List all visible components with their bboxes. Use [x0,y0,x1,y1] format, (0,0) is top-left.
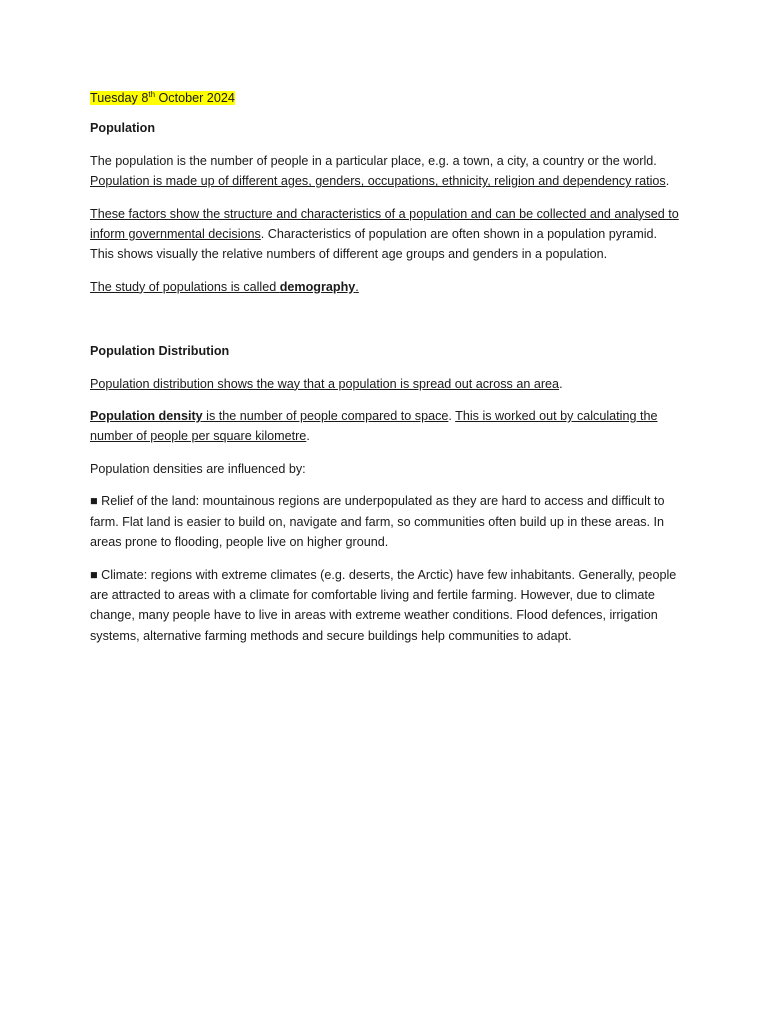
paragraph-population-definition: The population is the number of people in a particular place, e.g. a town, a city, a country or the world. Population is made up of different ages, genders, occupations, ethnicity, religion and dependency ratios. [90,153,670,189]
underlined-text: Population distribution shows the way that a population is spread out across an area [90,376,560,391]
section-spacer [90,309,680,341]
paragraph-distribution-definition: Population distribution shows the way that a population is spread out across an area. [90,376,563,391]
document-page [90,88,680,658]
paragraph-text: The population is the number of people in a particular place, e.g. a town, a city, a country or the world. [90,153,657,168]
paragraph-density-definition: Population density is the number of people compared to space. This is worked out by calculating the number of people per square kilometre. [90,409,658,444]
paragraph-influences-intro: Population densities are influenced by: [90,461,306,476]
bold-underlined-term: demography [279,279,356,294]
underlined-text: The study of populations is called [90,279,280,294]
date-highlight [90,91,235,105]
underlined-text: These factors show the structure and characteristics of a population and can be collected and analysed to inform governmental decisions [90,206,679,242]
paragraph-population-factors [90,204,680,265]
bullet-relief: ■ Relief of the land: mountainous regions are underpopulated as they are hard to access and difficult to farm. Flat land is easier to build on, navigate and farm, so communities often build up in these areas. In areas prone to flooding, people live on higher ground. [90,494,665,550]
section-heading-distribution: Population Distribution [90,344,230,359]
date-suffix: th [148,89,156,99]
bold-underlined-term: Population density [90,409,203,424]
paragraph-demography: The study of populations is called demography. [90,279,359,294]
underlined-text: Population is made up of different ages, genders, occupations, ethnicity, religion and dependency ratios [90,174,666,189]
date-rest: October 2024 [155,91,235,105]
paragraph-text: . Characteristics of population are often shown in a population pyramid. This shows visually the relative numbers of different age groups and genders in a population. [90,227,658,262]
underlined-text: is the number of people compared to space [202,409,449,424]
section-heading-population: Population [90,121,156,136]
date-day: Tuesday 8 [90,91,149,105]
bullet-climate: ■ Climate: regions with extreme climates (e.g. deserts, the Arctic) have few inhabitants. Generally, people are attracted to areas with a climate for comfortable living and fertile farming. However, due to climate change, many people have to live in areas with extreme weather conditions. Flood defences, irrigation systems, alternative farming methods and secure buildings help communities to adapt. [90,567,677,643]
date-line [90,88,680,108]
underlined-text: This is worked out by calculating the number of people per square kilometre [90,409,658,444]
